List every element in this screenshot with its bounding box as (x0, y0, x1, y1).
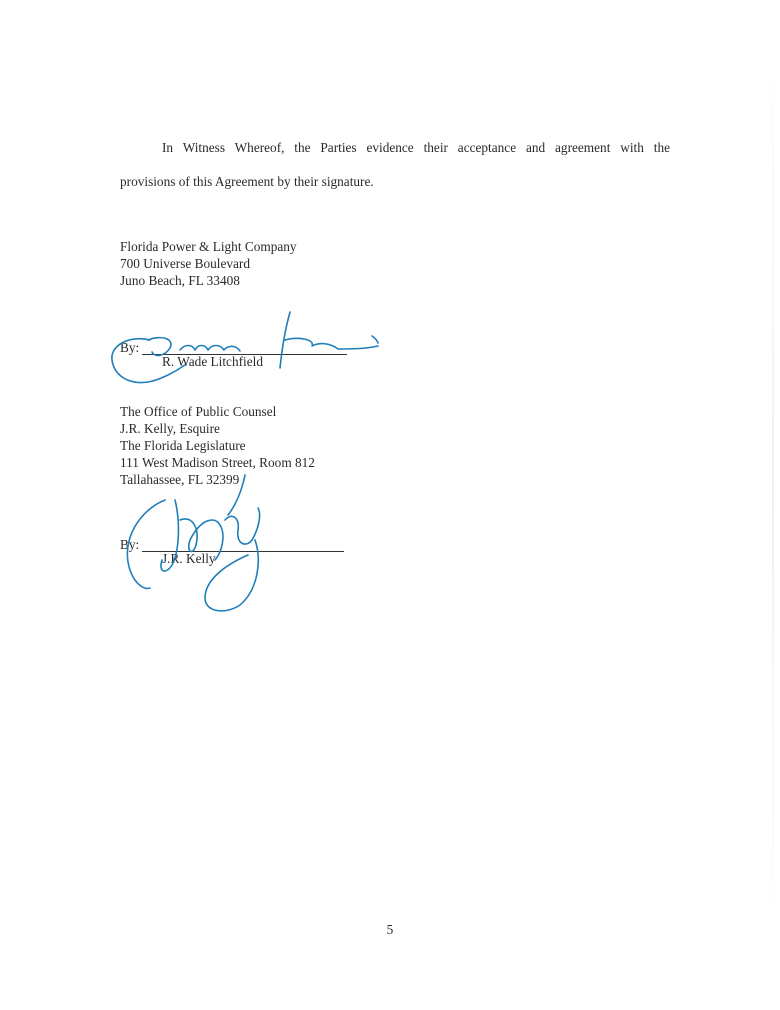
party2-signatory-name: J.R. Kelly (162, 551, 216, 566)
party1-city: Juno Beach, FL 33408 (120, 273, 240, 288)
party1-name: Florida Power & Light Company (120, 239, 297, 254)
party1-by-label: By: (120, 340, 140, 355)
witness-paragraph-line-2: provisions of this Agreement by their signature. (120, 174, 374, 189)
party1-street: 700 Universe Boulevard (120, 256, 250, 271)
party2-street: 111 West Madison Street, Room 812 (120, 455, 315, 470)
signature-litchfield (112, 312, 378, 383)
signature-kelly (127, 475, 259, 611)
party2-person: J.R. Kelly, Esquire (120, 421, 220, 436)
page-number: 5 (386, 922, 394, 937)
party2-city: Tallahassee, FL 32399 (120, 472, 240, 487)
party2-legislature: The Florida Legislature (120, 438, 246, 453)
witness-paragraph-line-1: In Witness Whereof, the Parties evidence their acceptance and agreement with the (162, 140, 670, 155)
party2-by-label: By: (120, 537, 140, 552)
party1-signatory-name: R. Wade Litchfield (162, 354, 263, 369)
party2-office: The Office of Public Counsel (120, 404, 277, 419)
